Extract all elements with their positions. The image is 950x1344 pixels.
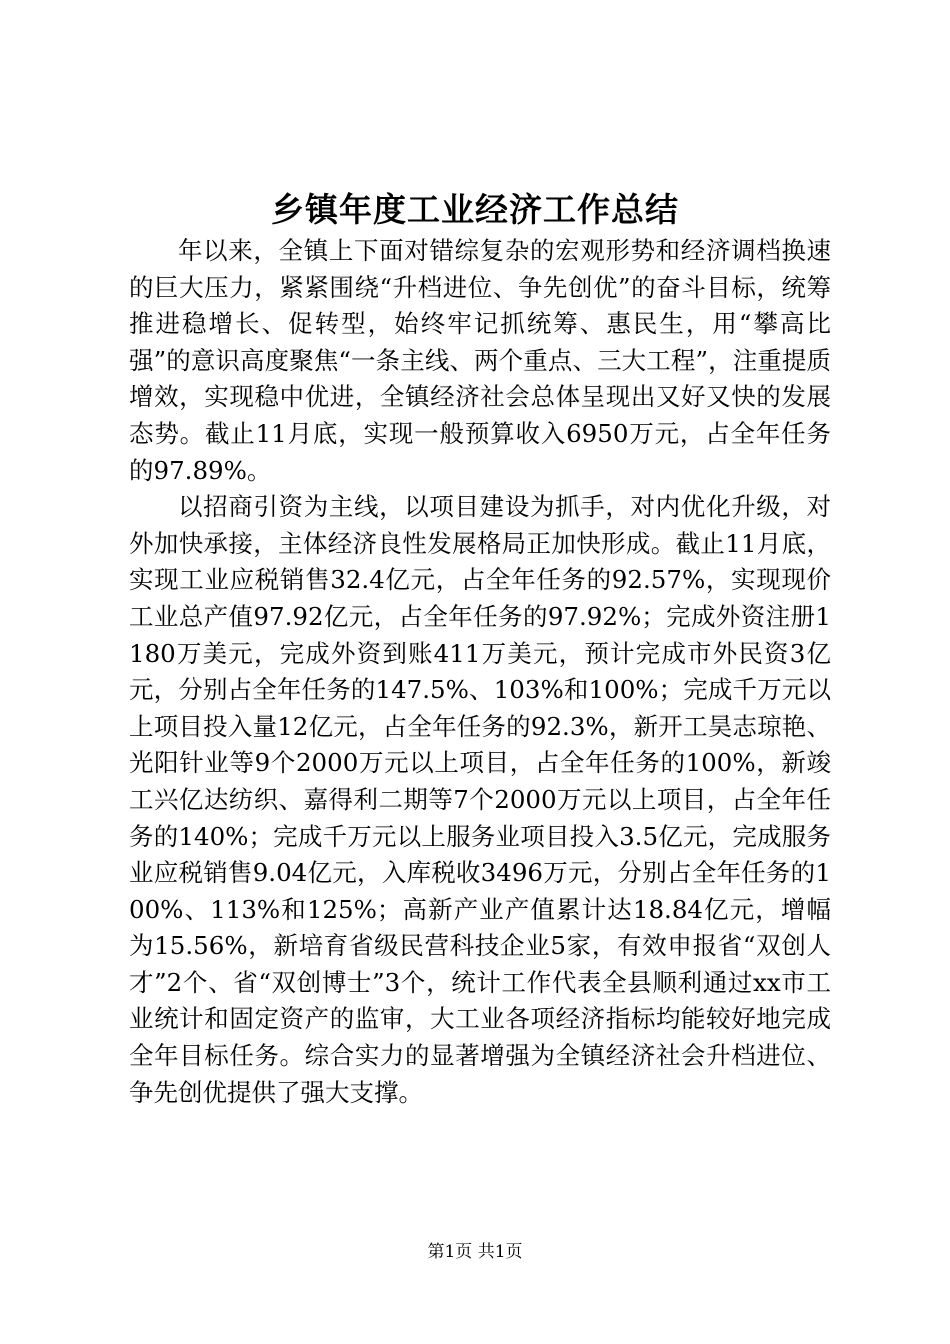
paragraph-1: 年以来，全镇上下面对错综复杂的宏观形势和经济调档换速的巨大压力，紧紧围绕“升档进位、争先创优”的奋斗目标，统筹推进稳增长、促转型，始终牢记抓统筹、惠民生，用“攀高比强”的意识高度聚焦“一条主线、两个重点、三大工程”，注重提质增效，实现稳中优进，全镇经济社会总体呈现出又好又快的发展态势。截止11月底，实现一般预算收入6950万元，占全年任务的97.89%。 [129,236,831,485]
document-title: 乡镇年度工业经济工作总结 [271,190,679,229]
document-body [129,233,831,1111]
paragraph-2: 以招商引资为主线，以项目建设为抓手，对内优化升级，对外加快承接，主体经济良性发展格局正加快形成。截止11月底，实现工业应税销售32.4亿元，占全年任务的92.57%，实现现价工业总产值97.92亿元，占全年任务的97.92%；完成外资注册1180万美元，完成外资到账411万美元，预计完成市外民资3亿元，分别占全年任务的147.5%、103%和100%；完成千万元以上项目投入量12亿元，占全年任务的92.3%，新开工昊志琼艳、光阳针业等9个2000万元以上项目，占全年任务的100%，新竣工兴亿达纺织、嘉得利二期等7个2000万元以上项目，占全年任务的140%；完成千万元以上服务业项目投入3.5亿元，完成服务业应税销售9.04亿元，入库税收3496万元，分别占全年任务的100%、113%和125%；高新产业产值累计达18.84亿元，增幅为15.56%，新培育省级民营科技企业5家，有效申报省“双创人才”2个、省“双创博士”3个，统计工作代表全县顺利通过xx市工业统计和固定资产的监审，大工业各项经济指标均能较好地完成全年目标任务。综合实力的显著增强为全镇经济社会升档进位、争先创优提供了强大支撑。 [129,492,831,1107]
page-footer: 第1页 共1页 [427,1242,523,1262]
